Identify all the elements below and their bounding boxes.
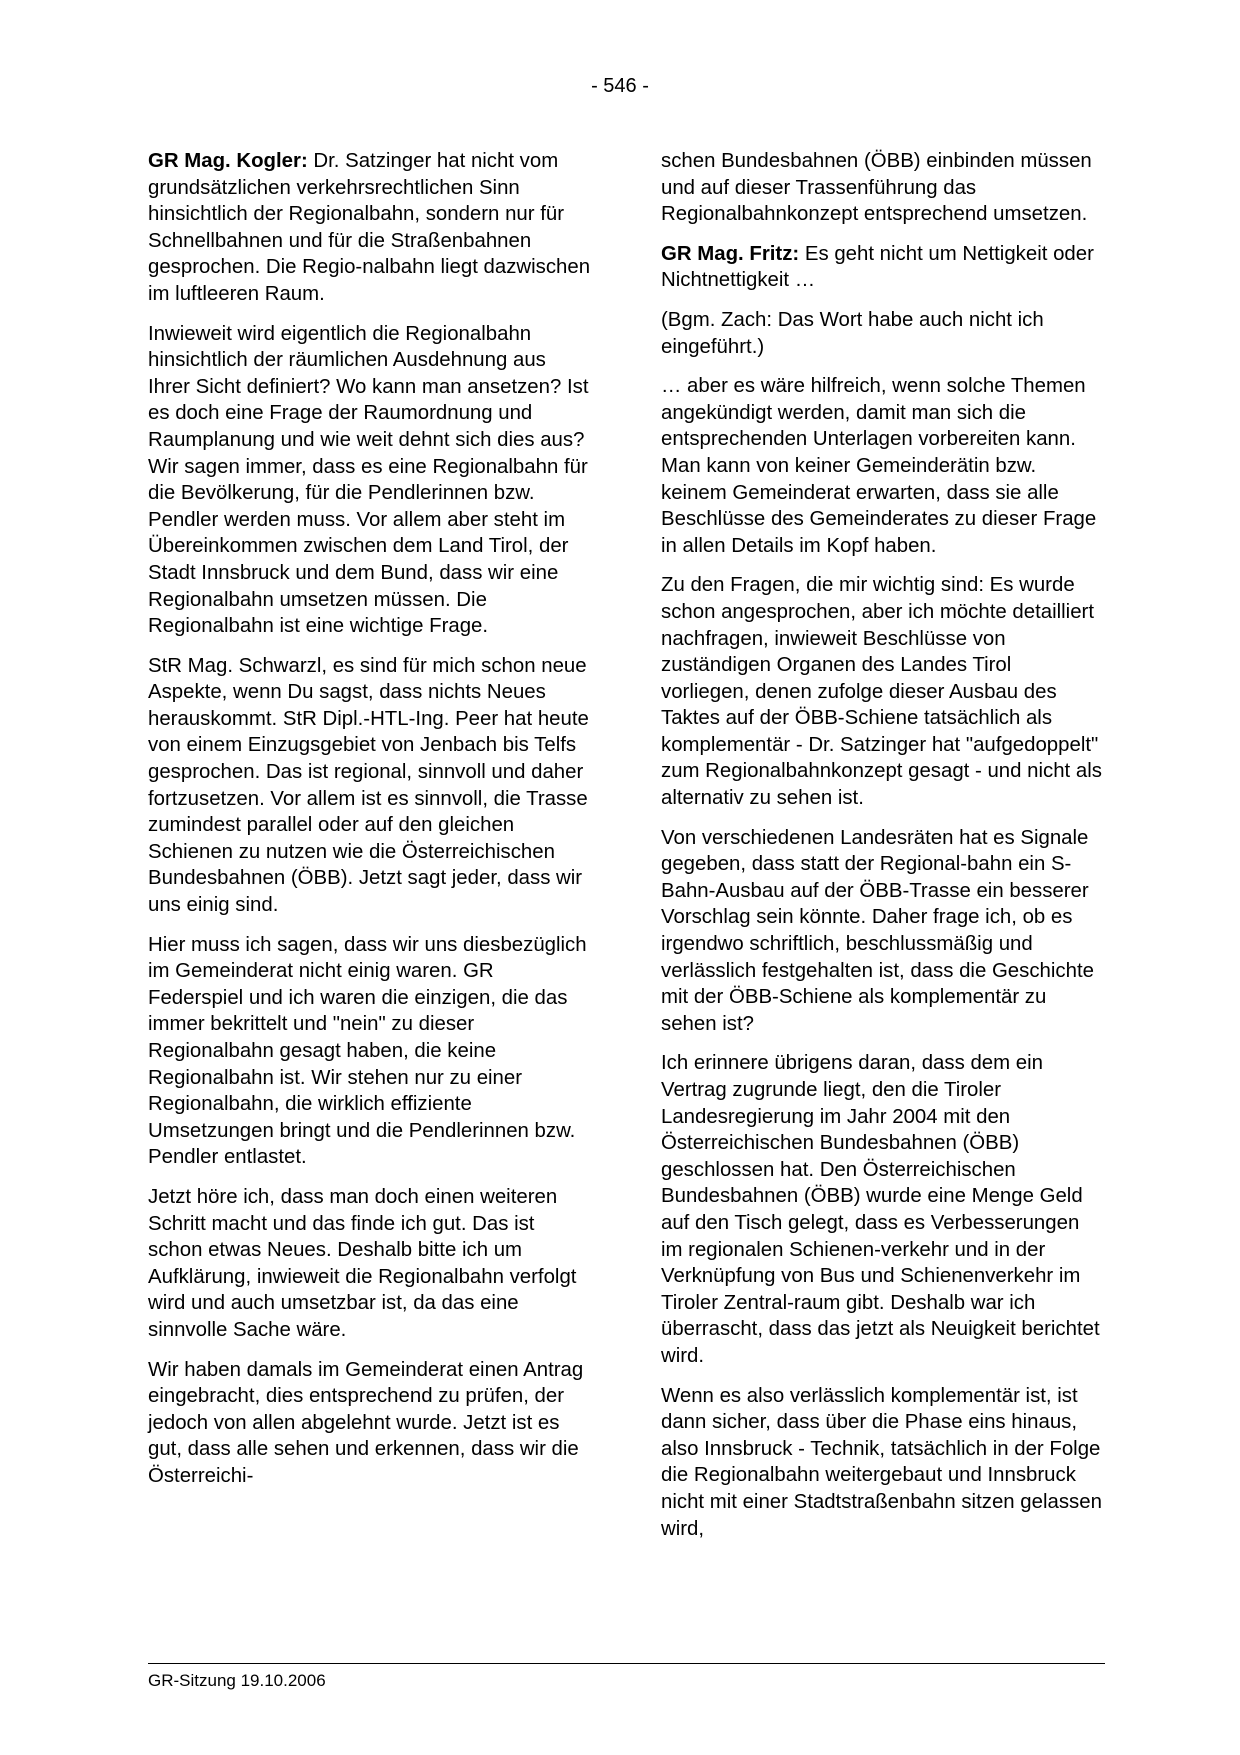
paragraph (148, 932, 592, 1171)
paragraph-text: Zu den Fragen, die mir wichtig sind: Es wurde schon angesprochen, aber ich möchte detailliert nachfragen, inwieweit Beschlüsse von zuständigen Organen des Landes Tirol vorliegen, denen zufolge dieser Ausbau des Taktes auf der ÖBB-Schiene tatsächlich als komplementär - Dr. Satzinger hat "aufgedoppelt" zum Regionalbahnkonzept gesagt - und nicht als alternativ zu sehen ist. (661, 574, 1102, 810)
paragraph-text: Wenn es also verlässlich komplementär ist, ist dann sicher, dass über die Phase eins hinaus, also Innsbruck - Technik, tatsächlich in der Folge die Regionalbahn weitergebaut und Innsbruck nicht mit einer Stadtstraßenbahn sitzen gelassen wird, (661, 1384, 1102, 1540)
paragraph-text: Jetzt höre ich, dass man doch einen weiteren Schritt macht und das finde ich gut. Das ist schon etwas Neues. Deshalb bitte ich um Aufklärung, inwieweit die Regionalbahn verfolgt wird und auch umsetzbar ist, da das eine sinnvolle Sache wäre. (148, 1185, 577, 1341)
page-number: - 546 - (591, 75, 649, 97)
paragraph (661, 825, 1105, 1038)
paragraph-text: Ich erinnere übrigens daran, dass dem ein Vertrag zugrunde liegt, den die Tiroler Landesregierung im Jahr 2004 mit den Österreichischen Bundesbahnen (ÖBB) geschlossen hat. Den Österreichischen Bundesbahnen (ÖBB) wurde eine Menge Geld auf den Tisch gelegt, dass es Verbesserungen im regionalen Schienen-verkehr und in der Verknüpfung von Bus und Schienenverkehr im Tiroler Zentral-raum gibt. Deshalb war ich überrascht, dass das jetzt als Neuigkeit berichtet wird. (661, 1052, 1100, 1367)
paragraph (148, 148, 592, 308)
paragraph (661, 572, 1105, 811)
paragraph-text: schen Bundesbahnen (ÖBB) einbinden müssen und auf dieser Trassenführung das Regionalbahnkonzept entsprechend umsetzen. (661, 150, 1092, 226)
paragraph-text: … aber es wäre hilfreich, wenn solche Themen angekündigt werden, damit man sich die entsprechenden Unterlagen vorbereiten kann. Man kann von keiner Gemeinderätin bzw. keinem Gemeinderat erwarten, dass sie alle Beschlüsse des Gemeinderates zu dieser Frage in allen Details im Kopf haben. (661, 375, 1097, 557)
paragraph (661, 373, 1105, 559)
paragraph (148, 653, 592, 919)
paragraph (661, 148, 1105, 228)
paragraph-text: Inwieweit wird eigentlich die Regionalbahn hinsichtlich der räumlichen Ausdehnung aus Ihrer Sicht definiert? Wo kann man ansetzen? Ist es doch eine Frage der Raumordnung und Raumplanung und wie weit dehnt sich dies aus? Wir sagen immer, dass es eine Regionalbahn für die Bevölkerung, für die Pendlerinnen bzw. Pendler werden muss. Vor allem aber steht im Übereinkommen zwischen dem Land Tirol, der Stadt Innsbruck und dem Bund, dass wir eine Regionalbahn umsetzen müssen. Die Regionalbahn ist eine wichtige Frage. (148, 322, 589, 638)
left-column (148, 148, 592, 1503)
paragraph (148, 1357, 592, 1490)
paragraph-text: (Bgm. Zach: Das Wort habe auch nicht ich eingeführt.) (661, 308, 1044, 358)
paragraph-text: Dr. Satzinger hat nicht vom grundsätzlichen verkehrsrechtlichen Sinn hinsichtlich der Regionalbahn, sondern nur für Schnellbahnen und für die Straßenbahnen gesprochen. Die Regio-nalbahn liegt dazwischen im luftleeren Raum. (148, 150, 591, 305)
footer-session-date: GR-Sitzung 19.10.2006 (148, 1671, 326, 1690)
paragraph-text: Von verschiedenen Landesräten hat es Signale gegeben, dass statt der Regional-bahn ein S-Bahn-Ausbau auf der ÖBB-Trasse ein besserer Vorschlag sein könnte. Daher frage ich, ob es irgendwo schriftlich, beschlussmäßig und verlässlich festgehalten ist, dass die Geschichte mit der ÖBB-Schiene als komplementär zu sehen ist? (661, 826, 1094, 1035)
paragraph-text: Es geht nicht um Nettigkeit oder Nichtnettigkeit … (661, 242, 1094, 292)
speaker-name: GR Mag. Fritz: (661, 242, 800, 265)
right-column (661, 148, 1105, 1555)
paragraph-text: Hier muss ich sagen, dass wir uns diesbezüglich im Gemeinderat nicht einig waren. GR Federspiel und ich waren die einzigen, die das immer bekrittelt und "nein" zu dieser Regionalbahn gesagt haben, die keine Regionalbahn ist. Wir stehen nur zu einer Regionalbahn, die wirklich effiziente Umsetzungen bringt und die Pendlerinnen bzw. Pendler entlastet. (148, 933, 587, 1169)
paragraph-text: StR Mag. Schwarzl, es sind für mich schon neue Aspekte, wenn Du sagst, dass nichts Neues herauskommt. StR Dipl.-HTL-Ing. Peer hat heute von einem Einzugsgebiet von Jenbach bis Telfs gesprochen. Das ist regional, sinnvoll und daher fortzusetzen. Vor allem ist es sinnvoll, die Trasse zumindest parallel oder auf den gleichen Schienen zu nutzen wie die Österreichischen Bundesbahnen (ÖBB). Jetzt sagt jeder, dass wir uns einig sind. (148, 654, 589, 917)
paragraph (661, 1050, 1105, 1369)
paragraph (148, 1184, 592, 1344)
paragraph-text: Wir haben damals im Gemeinderat einen Antrag eingebracht, dies entsprechend zu prüfen, der jedoch von allen abgelehnt wurde. Jetzt ist es gut, dass alle sehen und erkennen, dass wir die Österreichi- (148, 1358, 584, 1487)
paragraph (148, 321, 592, 640)
paragraph (661, 307, 1105, 360)
paragraph (661, 1383, 1105, 1543)
speaker-name: GR Mag. Kogler: (148, 150, 308, 172)
footer-divider (148, 1663, 1105, 1664)
paragraph (661, 241, 1105, 294)
